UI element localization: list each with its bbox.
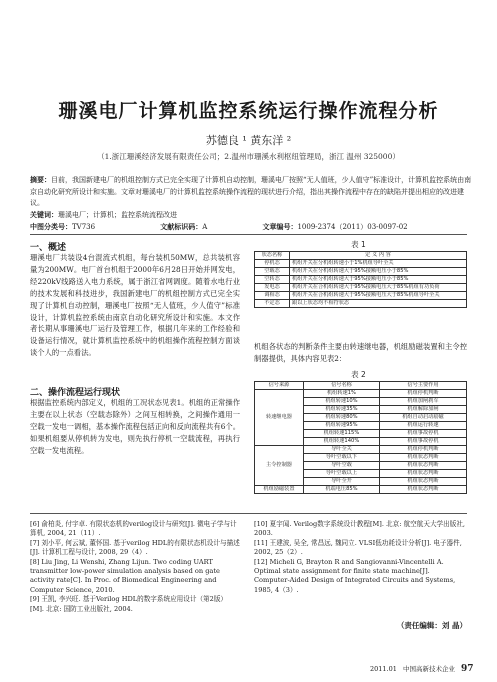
clc-value: TV736 bbox=[72, 223, 96, 231]
table-2-caption: 表 2 bbox=[351, 370, 366, 379]
signal-name-cell: 导叶空载 bbox=[304, 462, 380, 470]
table-2-header-cell: 信号来源 bbox=[255, 382, 304, 390]
signal-function-cell: 机组停机判断 bbox=[379, 446, 466, 454]
signal-function-cell: 机组状态判断 bbox=[379, 486, 466, 494]
signal-name-cell: 机组转速10% bbox=[304, 398, 380, 406]
signal-name-cell: 机组转速115% bbox=[304, 430, 380, 438]
signal-function-cell: 机组状态判断 bbox=[379, 454, 466, 462]
signal-name-cell: 导叶空载以下 bbox=[304, 454, 380, 462]
table-1-caption: 表 1 bbox=[351, 240, 366, 249]
reference-item: [11] 王建波, 吴全, 常昌远, 魏同立. VLSI低功耗设计分析[J]. 电子器件, 2002, 25（2）. bbox=[254, 538, 462, 557]
reference-item: [12] Micheli G, Brayton R and Sangiovanni-Vincentelli A. Optimal state assignment for finite state machine[J]. Computer-Aided Design of Integrated Circuits and Systems, 1985, 4（3）. bbox=[254, 557, 456, 594]
article-no-label: 文章编号： bbox=[262, 222, 298, 231]
editor-note: （责任编辑：刘 晶） bbox=[396, 621, 467, 630]
references-right bbox=[254, 520, 467, 595]
references-left bbox=[30, 520, 240, 614]
abstract-text: 目前，我国新建电厂的机组控制方式已完全实现了计算机自动控制，珊溪电厂按照“无人值班，少人值守”标准设计，计算机监控系统由南京自动化研究所设计和实施。文章对珊溪电厂的计算机监控系统操作流程的现状进行介绍，指出其操作流程中存在的缺陷并提出相应的改进建议。 bbox=[30, 176, 472, 207]
table-1-header-cell: 状态名称 bbox=[255, 252, 290, 260]
abstract-label: 摘要： bbox=[30, 176, 51, 184]
reference-item: [6] 俞柏炎, 付宇卓. 有限状态机的verilog设计与研究[J]. 微电子学与计算机, 2004, 21（11）. bbox=[30, 520, 237, 538]
keywords-label: 关键词： bbox=[30, 210, 58, 219]
classification-row bbox=[30, 222, 475, 232]
keywords: 珊溪电厂；计算机；监控系统流程改进 bbox=[58, 210, 177, 219]
table-row bbox=[255, 268, 467, 276]
table-row bbox=[255, 486, 467, 494]
state-name-cell: 空转态 bbox=[255, 276, 290, 284]
signal-function-cell: 机组状态判断 bbox=[379, 462, 466, 470]
section-2-text: 根据监控系统内部定义，机组的工况状态见表1。机组的正常操作主要在以上状态（空载态除外）之间互相转换，之间操作通用一空载一发电一调相，基本操作流程包括正向和反向流程共有6个。如果机组要从停机转为发电，则先执行停机一空载流程，再执行空载一发电流程。 bbox=[30, 398, 240, 455]
state-name-cell: 不定态 bbox=[255, 300, 290, 308]
reference-item: [9] 王凯, 李兴旺. 基于Verilog HDL的数字系统应用设计（第2版）[M]. 北京: 国防工业出版社, 2004. bbox=[30, 595, 228, 613]
signal-name-cell: 机组转速140% bbox=[304, 438, 380, 446]
state-definition-cell: 机组开关在分机组转速小于1%机组导叶全关 bbox=[290, 260, 467, 268]
reference-item: [7] 刘小平, 何云斌, 董怀国. 基于verilog HDL的有限状态机设计与描述[J]. 计算机工程与设计, 2008, 29（4）. bbox=[30, 538, 240, 557]
doc-code-label: 文献标识码： bbox=[160, 222, 203, 231]
table-row bbox=[255, 284, 467, 292]
right-column-text: 机组各状态的判断条件主要由转速继电器，机组励磁装置和主令控制器提供，具体内容见表2： bbox=[254, 342, 467, 363]
page-footer bbox=[370, 664, 474, 674]
state-definition-cell: 机组开关在分机组转速大于95%接额电压小于85% bbox=[290, 268, 467, 276]
affiliation: （1.浙江珊溪经济发展有限责任公司；2.温州市珊溪水利枢纽管理局，浙江 温州 325000） bbox=[97, 152, 400, 161]
journal-name: 中国高新技术企业 bbox=[402, 665, 455, 673]
table-2-header-cell: 信号主要作用 bbox=[379, 382, 466, 390]
signal-name-cell: 机组转速80% bbox=[304, 414, 380, 422]
reference-item: [8] Liu Jing, Li Wenshi, Zhang Lijun. Two coding UART transmitter low-power simulation analysis based on gate activity rate[C]. In Proc. of Biomedical Engineering and Computer Science, 2010. bbox=[30, 557, 220, 594]
table-2-header-row bbox=[255, 382, 467, 390]
authors: 苏德良 ¹ 黄东洋 ² bbox=[205, 134, 292, 147]
header-divider bbox=[30, 234, 467, 235]
table-2-header-cell: 信号名称 bbox=[304, 382, 380, 390]
doc-code-value: A bbox=[202, 223, 208, 231]
state-name-cell: 发电态 bbox=[255, 284, 290, 292]
signal-function-cell: 机组状态判断 bbox=[379, 478, 466, 486]
article-no-value: 1009-2374（2011）03-0097-02 bbox=[297, 223, 408, 231]
reference-item: [10] 夏宇闻. Verilog数字系统设计教程[M]. 北京: 航空航天大学出版社, 2003. bbox=[254, 520, 466, 538]
table-row bbox=[255, 390, 467, 398]
signal-name-cell: 导叶全开 bbox=[304, 478, 380, 486]
signal-function-cell: 机组停机判断 bbox=[379, 390, 466, 398]
signal-function-cell: 机组运行转速 bbox=[379, 422, 466, 430]
table-row bbox=[255, 446, 467, 454]
state-name-cell: 调相态 bbox=[255, 292, 290, 300]
signal-function-cell: 机组解除加闸 bbox=[379, 406, 466, 414]
issue-date: 2011.01 bbox=[370, 665, 397, 673]
signal-function-cell: 机组自动启动励磁 bbox=[379, 414, 466, 422]
section-1-heading: 一、概述 bbox=[30, 243, 67, 253]
signal-function-cell: 机组事故停机 bbox=[379, 438, 466, 446]
signal-function-cell: 机组事故停机 bbox=[379, 430, 466, 438]
table-2 bbox=[254, 381, 467, 494]
signal-source-cell: 主令控制器 bbox=[255, 446, 304, 486]
signal-name-cell: 导叶全关 bbox=[304, 446, 380, 454]
table-row bbox=[255, 260, 467, 268]
state-definition-cell: 跟以上状态均不相符状态 bbox=[290, 300, 467, 308]
state-definition-cell: 机组开关在合机组转速大于95%接额电压大于85%机组有功负荷 bbox=[290, 284, 467, 292]
signal-source-cell: 机组励磁装置 bbox=[255, 486, 304, 494]
table-1-header-cell: 定 义 内 容 bbox=[290, 252, 467, 260]
signal-function-cell: 机组加闸刹车 bbox=[379, 398, 466, 406]
section-2-heading: 二、操作流程运行现状 bbox=[30, 388, 121, 398]
page-number: 97 bbox=[461, 664, 474, 674]
table-1 bbox=[254, 251, 467, 308]
signal-source-cell: 转速继电器 bbox=[255, 390, 304, 446]
signal-name-cell: 机端电压85% bbox=[304, 486, 380, 494]
table-row bbox=[255, 292, 467, 300]
signal-function-cell: 机组状态判断 bbox=[379, 470, 466, 478]
state-name-cell: 空载态 bbox=[255, 268, 290, 276]
state-definition-cell: 机组开关在分机组转速大于95%接额电压小于85% bbox=[290, 276, 467, 284]
state-definition-cell: 机组开关在合机组转速大于95%接额电压大于85%机组导叶全关 bbox=[290, 292, 467, 300]
section-1-text: 珊溪电厂共装设4台混流式机组，每台装机50MW，总共装机容量为200MW。电厂首台机组于2000年6月28日开始并网发电，经220kV线路送入电力系统，属于浙江省网调度。随着水电行业的技术发展和科技进步，我国新建电厂的机组控制方式已完全实现了计算机自动控制，珊溪电厂按照“无人值班，少人值守”标准设计，计算机监控系统由南京自动化研究所设计和实施。本文作者长期从事珊溪电厂运行及管理工作，根据几年来的工作经验和设备运行情况，就计算机监控系统中的机组操作流程控制方面谈谈个人的一点看法。 bbox=[30, 253, 240, 358]
references-divider bbox=[30, 513, 467, 514]
signal-name-cell: 导叶空载以上 bbox=[304, 470, 380, 478]
signal-name-cell: 机组转速35% bbox=[304, 406, 380, 414]
table-row bbox=[255, 276, 467, 284]
article-title: 珊溪电厂计算机监控系统运行操作流程分析 bbox=[58, 100, 439, 122]
state-name-cell: 停机态 bbox=[255, 260, 290, 268]
table-1-header-row bbox=[255, 252, 467, 260]
clc-label: 中图分类号： bbox=[30, 222, 72, 231]
signal-name-cell: 机组转速1% bbox=[304, 390, 380, 398]
abstract bbox=[30, 175, 475, 221]
signal-name-cell: 机组转速95% bbox=[304, 422, 380, 430]
table-row bbox=[255, 300, 467, 308]
